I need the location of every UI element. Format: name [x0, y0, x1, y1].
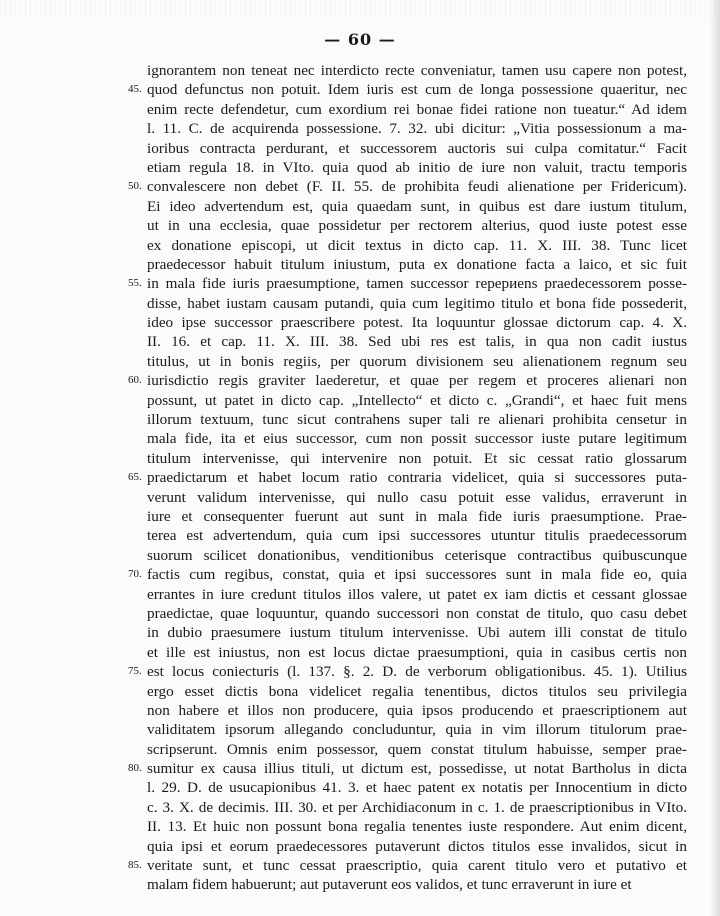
- text-line: [0, 352, 720, 371]
- line-text: enim recte defendetur, cum exordium rei bonae fidei ratione non tueatur.“ Ad idem: [147, 100, 687, 118]
- line-text: c. 3. X. de decimis. III. 30. et per Archidiaconum in c. 1. de praescriptionibus in VIto.: [147, 798, 687, 816]
- line-text: illorum textuum, tunc sicut contrahens super tali re alienari prohibita censetur in: [147, 411, 687, 429]
- line-text: ioribus contracta perdurant, et successorem auctoris sui culpa comitatur.“ Facit: [147, 139, 687, 157]
- body-text: [0, 61, 720, 895]
- text-line: [0, 817, 720, 836]
- line-text: iure et consequenter fuerunt aut sunt in mala fide iuris praesumptione. Prae-: [147, 507, 687, 525]
- text-line: [0, 585, 720, 604]
- line-text: veritate sunt, et tunc cessat praescriptio, quia carent titulo vero et putativo et: [147, 857, 687, 875]
- text-line: [0, 488, 720, 507]
- line-text: validitatem ipsorum allegando concluduntur, quia in vim illorum titulorum prae-: [147, 721, 687, 739]
- text-line: [0, 604, 720, 623]
- text-line: [0, 837, 720, 856]
- text-line: [0, 701, 720, 720]
- text-line: [0, 158, 720, 177]
- line-text: in dubio praesumere iustum titulum intervenisse. Ubi autem illi constat de titulo: [147, 624, 687, 642]
- text-line: [0, 410, 720, 429]
- line-number: 70.: [128, 568, 142, 581]
- line-text: in mala fide iuris praesumptione, tamen successor repериens praedecessorem posse-: [147, 275, 687, 293]
- line-text: l. 29. D. de usucapionibus 41. 3. et haec patent ex notatis per Innocentium in dicto: [147, 779, 687, 797]
- text-line: [0, 100, 720, 119]
- text-line: [0, 119, 720, 138]
- line-text: malam fidem habuerunt; aut putaverunt eos validos, et tunc erraverunt in iure et: [147, 876, 632, 894]
- text-line: [0, 778, 720, 797]
- line-number: 45.: [128, 83, 142, 96]
- text-line: [0, 798, 720, 817]
- line-text: praedictae, quae loquuntur, quando successori non constat de titulo, quo casu debet: [147, 604, 687, 622]
- text-line: [0, 507, 720, 526]
- line-number: 80.: [128, 762, 142, 775]
- text-line: [0, 197, 720, 216]
- line-text: quod defunctus non potuit. Idem iuris est cum de longa possessione quaeritur, nec: [147, 81, 687, 99]
- line-number: 65.: [128, 471, 142, 484]
- line-text: II. 16. et cap. 11. X. III. 38. Sed ubi res est talis, in qua non cadit iustus: [147, 333, 687, 351]
- scan-noise: [0, 0, 720, 18]
- line-text: sumitur ex causa illius tituli, ut dictum est, possedisse, ut notat Bartholus in dicta: [147, 760, 687, 778]
- text-line: [0, 468, 720, 487]
- line-text: quia ipsi et eorum praedecessores putaverunt dictos titulos esse invalidos, sicut in: [147, 837, 687, 855]
- text-line: [0, 720, 720, 739]
- line-text: ergo esset dictis bona videlicet regalia tenentibus, dictos titulos seu privilegia: [147, 682, 687, 700]
- line-text: verunt validum intervenisse, qui nullo casu potuit esse validus, erraverunt in: [147, 488, 687, 506]
- text-line: [0, 216, 720, 235]
- text-line: [0, 371, 720, 390]
- line-text: ex donatione episcopi, ut dicit textus in dicto cap. 11. X. III. 38. Tunc licet: [147, 236, 687, 254]
- line-number: 50.: [128, 180, 142, 193]
- page-number: — 60 —: [324, 30, 396, 49]
- text-line: [0, 856, 720, 875]
- text-line: [0, 429, 720, 448]
- line-text: non habere et illos non producere, quia ipsos producendo et praescriptionem aut: [147, 701, 687, 719]
- line-text: est locus coniecturis (l. 137. §. 2. D. de verborum obligationibus. 45. 1). Utilius: [147, 663, 687, 681]
- line-text: scripserunt. Omnis enim possessor, quem constat titulum habuisse, semper prae-: [147, 740, 687, 758]
- line-text: ignorantem non teneat nec interdicto recte conveniatur, tamen usu capere non potest,: [147, 62, 687, 79]
- text-line: [0, 682, 720, 701]
- line-text: terea est advertendum, quia cum ipsi successores utuntur titulis praedecessorum: [147, 527, 687, 545]
- text-line: [0, 61, 720, 80]
- line-text: disse, habet iustam causam putandi, quia cum legitimo titulo et bona fide possederit,: [147, 294, 687, 312]
- line-text: l. 11. C. de acquirenda possessione. 7. 32. ubi dicitur: „Vitia possessionum a ma-: [147, 120, 687, 138]
- text-line: [0, 391, 720, 410]
- line-number: 85.: [128, 859, 142, 872]
- line-text: praedictarum et habet locum ratio contraria videlicet, quia si successores puta-: [147, 469, 687, 487]
- line-text: suorum scilicet donationibus, venditionibus ceterisque contractibus quibuscunque: [147, 546, 687, 564]
- text-line: [0, 565, 720, 584]
- line-text: ideo ipse successor praescribere potest. Ita loquuntur glossae dictorum cap. 4. X.: [147, 314, 687, 332]
- line-number: 55.: [128, 277, 142, 290]
- line-text: titulum intervenisse, qui intervenire non potuit. Et sic cessat ratio glossarum: [147, 449, 687, 467]
- line-text: praedecessor habuit titulum iniustum, puta ex donatione facta a laico, et sic fuit: [147, 255, 687, 273]
- line-text: iurisdictio regis graviter laederetur, et quae per regem et proceres alienari non: [147, 372, 687, 390]
- text-line: [0, 236, 720, 255]
- line-text: etiam regula 18. in VIto. quia quod ab initio de iure non valuit, tractu temporis: [147, 158, 687, 176]
- text-line: [0, 526, 720, 545]
- line-text: et ille est iniustus, non est locus dictae praesumptioni, quia in casibus certis non: [147, 643, 687, 661]
- text-line: [0, 623, 720, 642]
- text-line: [0, 875, 720, 894]
- line-text: Ei ideo advertendum est, quia quaedam sunt, in quibus est dare iustum titulum,: [147, 197, 687, 215]
- text-line: [0, 139, 720, 158]
- text-line: [0, 274, 720, 293]
- text-line: [0, 546, 720, 565]
- line-text: convalescere non debet (F. II. 55. de prohibita feudi alienatione per Fridericum).: [147, 178, 687, 196]
- text-line: [0, 294, 720, 313]
- line-text: II. 13. Et huic non possunt bona regalia tenentes iuste respondere. Aut enim dicent,: [147, 818, 687, 836]
- page-edge-shadow: [710, 0, 720, 916]
- line-text: errantes in iure credunt titulos illos valere, ut patet ex iam dictis et cessant glossae: [147, 585, 687, 603]
- line-text: mala fide, ita et eius successor, cum non possit successor iuste putare legitimum: [147, 430, 687, 448]
- line-number: 60.: [128, 374, 142, 387]
- text-line: [0, 740, 720, 759]
- text-line: [0, 313, 720, 332]
- line-number: 75.: [128, 665, 142, 678]
- text-line: [0, 662, 720, 681]
- text-line: [0, 449, 720, 468]
- text-line: [0, 255, 720, 274]
- text-line: [0, 177, 720, 196]
- line-text: ut in una ecclesia, quae possidetur per rectorem alterius, quod iuste potest esse: [147, 217, 687, 235]
- line-text: titulus, ut in bonis regiis, per quorum divisionem seu alienationem regnum seu: [147, 352, 687, 370]
- text-line: [0, 80, 720, 99]
- text-line: [0, 332, 720, 351]
- line-text: possunt, ut patet in dicto cap. „Intellecto“ et dicto c. „Grandi“, et haec fuit mens: [147, 391, 687, 409]
- line-text: factis cum regibus, constat, quia et ipsi successores sunt in mala fide eo, quia: [147, 566, 687, 584]
- text-line: [0, 643, 720, 662]
- text-line: [0, 759, 720, 778]
